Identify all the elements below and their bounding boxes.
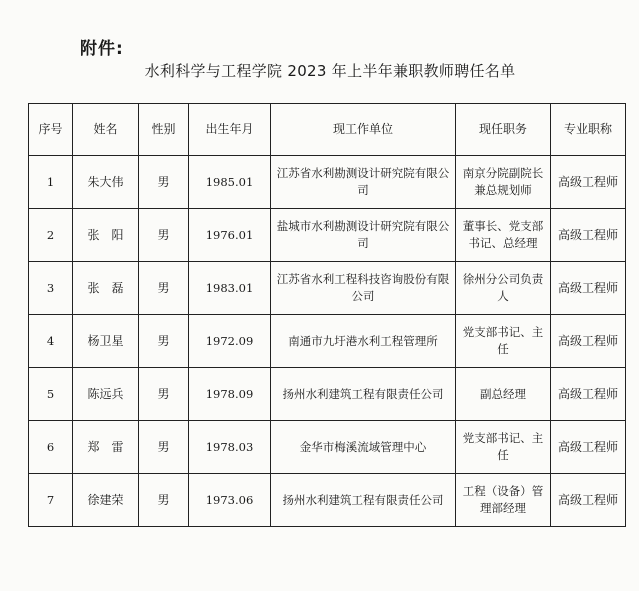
header-position: 现任职务 — [456, 104, 551, 156]
row-unit: 扬州水利建筑工程有限责任公司 — [271, 368, 456, 421]
row-birth: 1983.01 — [189, 262, 271, 315]
table-row — [29, 315, 626, 368]
row-birth: 1972.09 — [189, 315, 271, 368]
row-index: 4 — [29, 315, 73, 368]
row-name: 杨卫星 — [73, 315, 139, 368]
row-title: 高级工程师 — [551, 315, 626, 368]
row-title: 高级工程师 — [551, 421, 626, 474]
header-title: 专业职称 — [551, 104, 626, 156]
row-birth: 1978.09 — [189, 368, 271, 421]
row-name: 张 磊 — [73, 262, 139, 315]
row-title: 高级工程师 — [551, 368, 626, 421]
row-unit: 江苏省水利工程科技咨询股份有限公司 — [271, 262, 456, 315]
header-unit: 现工作单位 — [271, 104, 456, 156]
row-index: 2 — [29, 209, 73, 262]
row-index: 6 — [29, 421, 73, 474]
row-index: 5 — [29, 368, 73, 421]
teacher-roster-table — [28, 103, 626, 527]
row-position: 党支部书记、主任 — [456, 421, 551, 474]
table-row — [29, 368, 626, 421]
row-gender: 男 — [139, 421, 189, 474]
row-birth: 1985.01 — [189, 156, 271, 209]
row-name: 徐建荣 — [73, 474, 139, 527]
row-title: 高级工程师 — [551, 209, 626, 262]
row-position: 工程（设备）管理部经理 — [456, 474, 551, 527]
row-name: 郑 雷 — [73, 421, 139, 474]
row-gender: 男 — [139, 156, 189, 209]
document-title: 水利科学与工程学院 2023 年上半年兼职教师聘任名单 — [144, 62, 516, 80]
table-row — [29, 209, 626, 262]
table-row — [29, 262, 626, 315]
row-position: 副总经理 — [456, 368, 551, 421]
row-birth: 1976.01 — [189, 209, 271, 262]
row-name: 陈远兵 — [73, 368, 139, 421]
header-index: 序号 — [29, 104, 73, 156]
header-birth: 出生年月 — [189, 104, 271, 156]
header-name: 姓名 — [73, 104, 139, 156]
table-row — [29, 156, 626, 209]
row-unit: 盐城市水利勘测设计研究院有限公司 — [271, 209, 456, 262]
row-name: 张 阳 — [73, 209, 139, 262]
row-name: 朱大伟 — [73, 156, 139, 209]
row-title: 高级工程师 — [551, 156, 626, 209]
table-row — [29, 474, 626, 527]
row-gender: 男 — [139, 315, 189, 368]
table-row — [29, 421, 626, 474]
row-gender: 男 — [139, 368, 189, 421]
header-gender: 性别 — [139, 104, 189, 156]
row-title: 高级工程师 — [551, 262, 626, 315]
row-index: 1 — [29, 156, 73, 209]
row-birth: 1978.03 — [189, 421, 271, 474]
row-unit: 江苏省水利勘测设计研究院有限公司 — [271, 156, 456, 209]
row-unit: 南通市九圩港水利工程管理所 — [271, 315, 456, 368]
row-position: 南京分院副院长兼总规划师 — [456, 156, 551, 209]
row-position: 徐州分公司负责人 — [456, 262, 551, 315]
table-header-row — [29, 104, 626, 156]
attachment-label: 附件: — [80, 39, 124, 59]
row-position: 董事长、党支部书记、总经理 — [456, 209, 551, 262]
row-gender: 男 — [139, 474, 189, 527]
row-index: 7 — [29, 474, 73, 527]
row-birth: 1973.06 — [189, 474, 271, 527]
row-unit: 扬州水利建筑工程有限责任公司 — [271, 474, 456, 527]
row-gender: 男 — [139, 209, 189, 262]
row-index: 3 — [29, 262, 73, 315]
row-gender: 男 — [139, 262, 189, 315]
row-position: 党支部书记、主任 — [456, 315, 551, 368]
row-unit: 金华市梅溪流域管理中心 — [271, 421, 456, 474]
row-title: 高级工程师 — [551, 474, 626, 527]
